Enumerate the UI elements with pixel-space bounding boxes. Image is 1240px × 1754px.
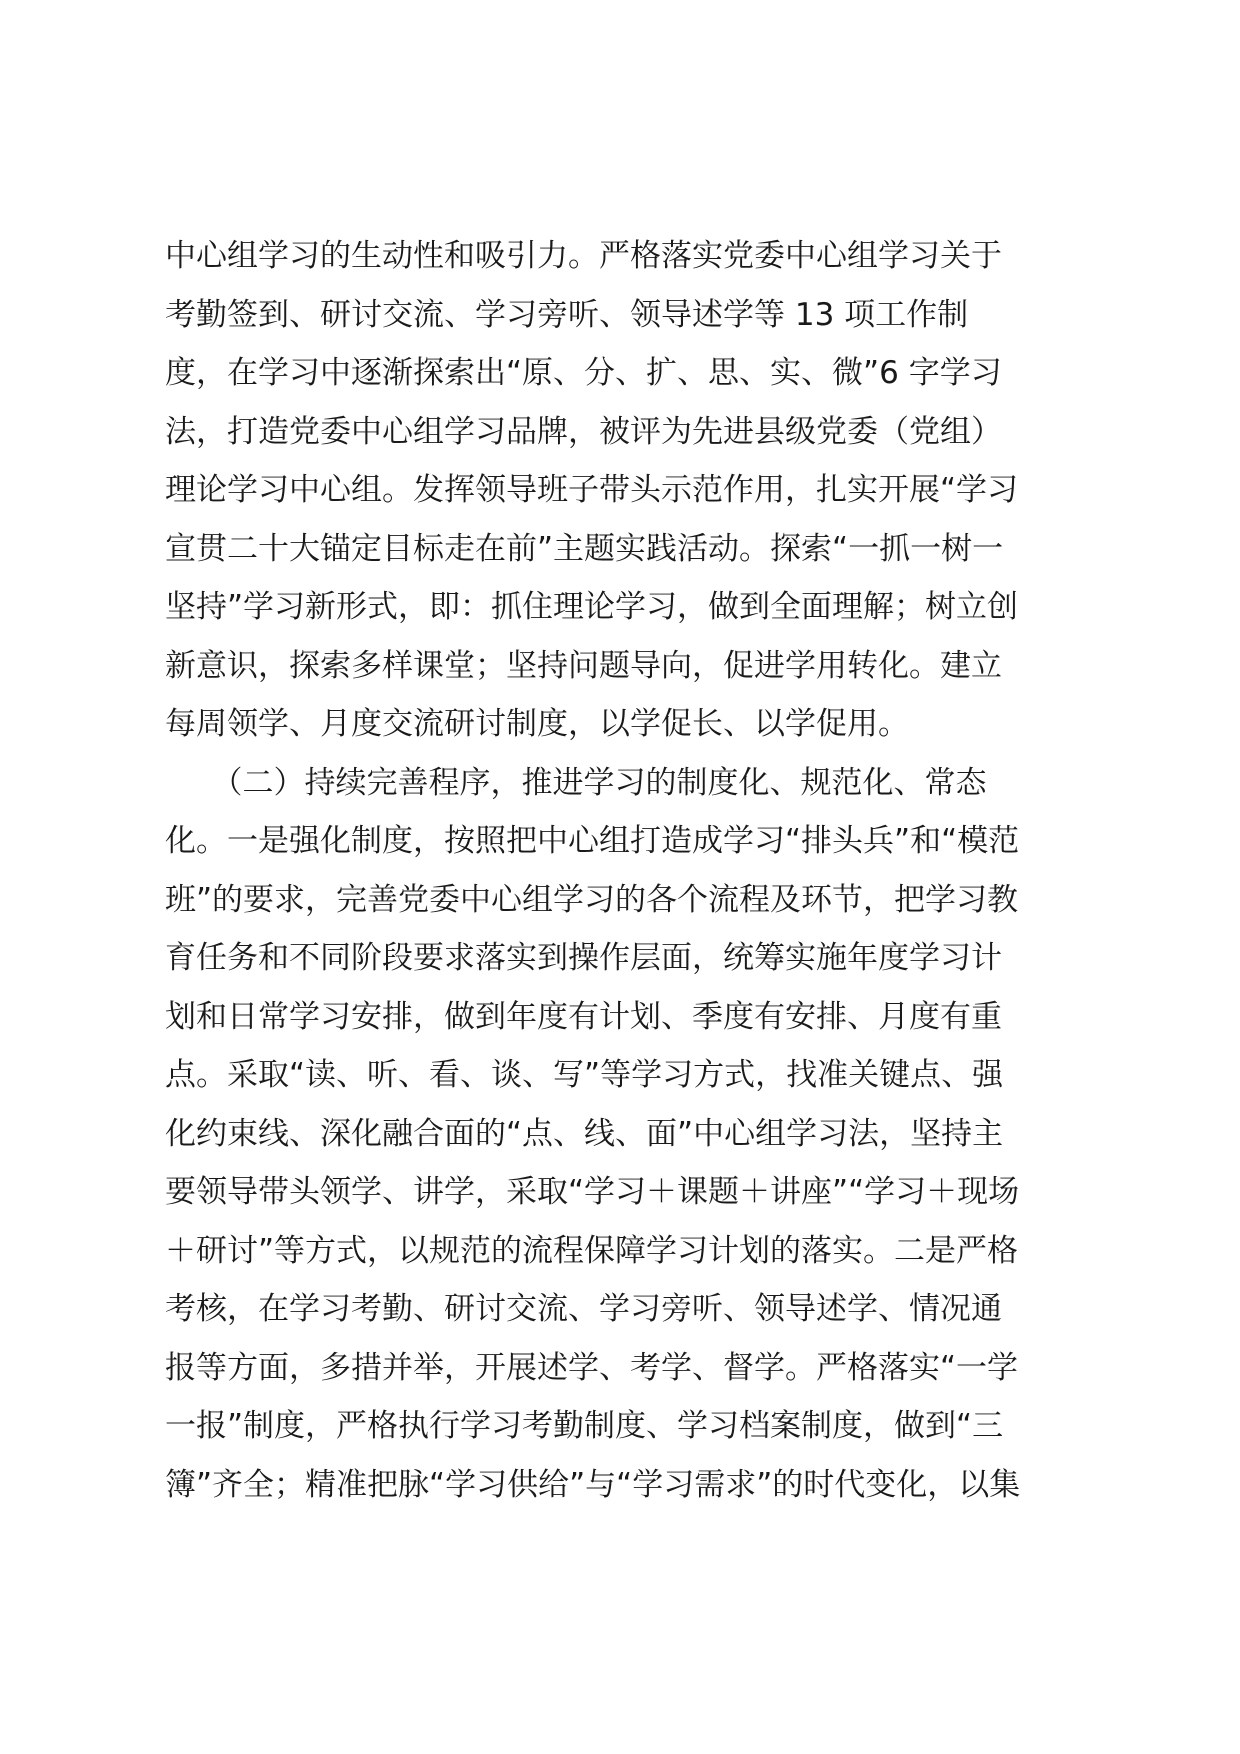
text-line: 每周领学、月度交流研讨制度，以学促长、以学促用。 [165, 706, 909, 742]
text-line: 度，在学习中逐渐探索出“原、分、扩、思、实、微”6 字学习 [165, 355, 1002, 391]
text-line: 要领导带头领学、讲学，采取“学习＋课题＋讲座”“学习＋现场 [165, 1174, 1020, 1210]
text-line: 坚持”学习新形式，即：抓住理论学习，做到全面理解；树立创 [165, 589, 1019, 625]
text-line: 新意识，探索多样课堂；坚持问题导向，促进学用转化。建立 [165, 647, 1002, 684]
section-heading-line: （二）持续完善程序，推进学习的制度化、规范化、常态 [165, 764, 987, 801]
text-line: 一报”制度，严格执行学习考勤制度、学习档案制度，做到“三 [165, 1408, 1004, 1444]
text-line: 划和日常学习安排，做到年度有计划、季度有安排、月度有重 [165, 998, 1002, 1035]
text-line: 化。一是强化制度，按照把中心组打造成学习“排头兵”和“模范 [165, 823, 1020, 859]
text-line: 化约束线、深化融合面的“点、线、面”中心组学习法，坚持主 [165, 1115, 1004, 1152]
text-line: 法，打造党委中心组学习品牌，被评为先进县级党委（党组） [165, 413, 1002, 450]
text-line: 簿”齐全；精准把脉“学习供给”与“学习需求”的时代变化，以集 [165, 1466, 1021, 1503]
text-line: ＋研讨”等方式，以规范的流程保障学习计划的落实。二是严格 [165, 1232, 1019, 1269]
body-text [165, 227, 1085, 1514]
text-line: 报等方面，多措并举，开展述学、考学、督学。严格落实“一学 [165, 1349, 1019, 1386]
text-line: 育任务和不同阶段要求落实到操作层面，统筹实施年度学习计 [165, 940, 1002, 976]
text-line: 理论学习中心组。发挥领导班子带头示范作用，扎实开展“学习 [165, 472, 1019, 508]
text-line: 班”的要求，完善党委中心组学习的各个流程及环节，把学习教 [165, 881, 1019, 918]
text-line: 宣贯二十大锚定目标走在前”主题实践活动。探索“一抓一树一 [165, 530, 1004, 567]
text-line: 点。采取“读、听、看、谈、写”等学习方式，找准关键点、强 [165, 1057, 1004, 1093]
text-line: 中心组学习的生动性和吸引力。严格落实党委中心组学习关于 [165, 238, 1002, 274]
text-line: 考勤签到、研讨交流、学习旁听、领导述学等 13 项工作制 [165, 296, 969, 333]
text-line: 考核，在学习考勤、研讨交流、学习旁听、领导述学、情况通 [165, 1291, 1002, 1327]
